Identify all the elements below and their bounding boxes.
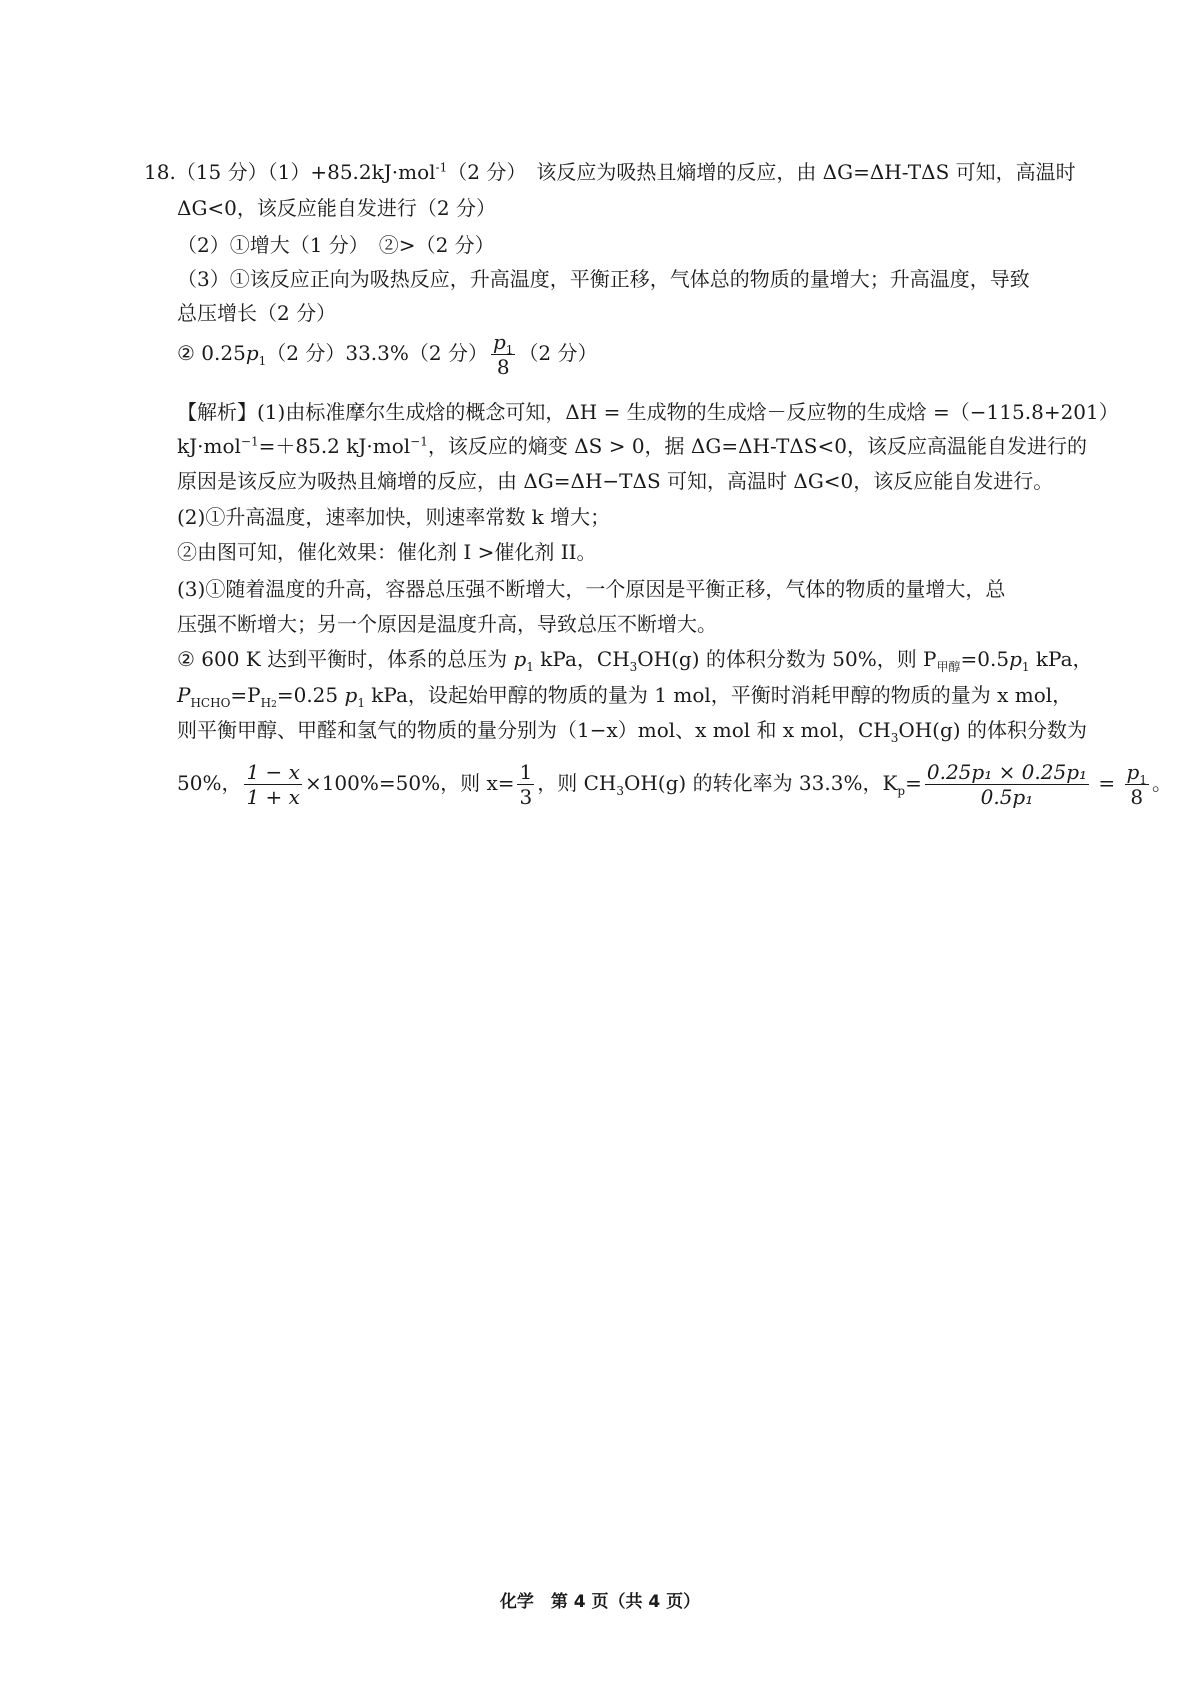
analysis-line-7: 压强不断增大；另一个原因是温度升高，导致总压不断增大。 [177, 612, 717, 636]
answer-line-1: 18.（15 分）（1）+85.2kJ·mol$^{-1}$（2 分） 该反应为吸热且熵增的反应，由 ΔG=ΔH-TΔS 可知，高温时 [144, 160, 1076, 184]
analysis-line-8: ② 600 K 达到平衡时，体系的总压为 $p_1$ kPa，$CH_3OH(g)$ 的体积分数为 50%，则 $P_{甲醇}=0.5p_1$ kPa， [177, 647, 1093, 674]
analysis-line-5: ②由图可知，催化效果：催化剂 I >催化剂 II。 [177, 540, 597, 564]
fraction-1-minus-x-over-1-plus-x: $\frac{1 - x}{1 + x}$ [246, 760, 300, 809]
analysis-line-1: 【解析】(1)由标准摩尔生成焓的概念可知，ΔH = 生成物的生成焓－反应物的生成焓 =（−115.8+201） [177, 400, 1119, 424]
question-number: 18. [144, 160, 176, 184]
analysis-line-6: (3)①随着温度的升高，容器总压强不断增大，一个原因是平衡正移，气体的物质的量增大，总 [177, 577, 1006, 601]
analysis-line-10: 则平衡甲醇、甲醛和氢气的物质的量分别为（1−x）mol、x mol 和 x mol，$CH_3OH(g)$ 的体积分数为 [177, 718, 1087, 745]
analysis-line-3: 原因是该反应为吸热且熵增的反应，由 ΔG=ΔH−TΔS 可知，高温时 ΔG<0，该反应能自发进行。 [177, 469, 1054, 493]
fraction-1-over-3: $\frac{1}{3}$ [519, 760, 533, 809]
analysis-line-11: 50%， $\frac{1 - x}{1 + x}$ ×100%=50%，则 x= $\frac{1}{3}$ ，则 $CH_3OH(g)$ 的转化率为 33.3%，$K_p=$ $\frac{\text{0.25p₁ × 0.25p₁}}{\text{0.5p₁}}$ = $\frac{p_1}{8}$ 。 [177, 760, 1172, 809]
answer-line-6: ② $0.25p_1(2$ 分）33.3%（2 分） $\frac{p_1}{8}$ （2 分） [177, 330, 598, 379]
page-footer: 化学 第 4 页（共 4 页） [499, 1592, 701, 1612]
answer-line-2: ΔG<0，该反应能自发进行（2 分） [177, 196, 496, 220]
analysis-line-4: (2)①升高温度，速率加快，则速率常数 k 增大； [177, 505, 611, 529]
answer-line-5: 总压增长（2 分） [177, 301, 337, 325]
analysis-line-9: $P_{HCHO}=P_{H2}=0.25$ $p_1$ kPa，设起始甲醇的物质的量为 1 mol，平衡时消耗甲醇的物质的量为 x mol， [177, 683, 1073, 710]
answer-line-3: （2）①增大（1 分） ②>（2 分） [177, 233, 495, 257]
answer-line-4: （3）①该反应正向为吸热反应，升高温度，平衡正移，气体总的物质的量增大；升高温度，导致 [177, 267, 1030, 291]
fraction-kp: $\frac{\text{0.25p₁ × 0.25p₁}}{\text{0.5p₁}}$ [926, 760, 1088, 809]
analysis-line-2: kJ·mol$^{-1}$=＋85.2 kJ·mol$^{-1}$，该反应的熵变 ΔS > 0，据 ΔG=ΔH-TΔS<0，该反应高温能自发进行的 [177, 434, 1087, 458]
fraction-p1-over-8-result: $\frac{p_1}{8}$ [1126, 760, 1147, 809]
fraction-p1-over-8: $\frac{p_1}{8}$ [492, 330, 514, 379]
